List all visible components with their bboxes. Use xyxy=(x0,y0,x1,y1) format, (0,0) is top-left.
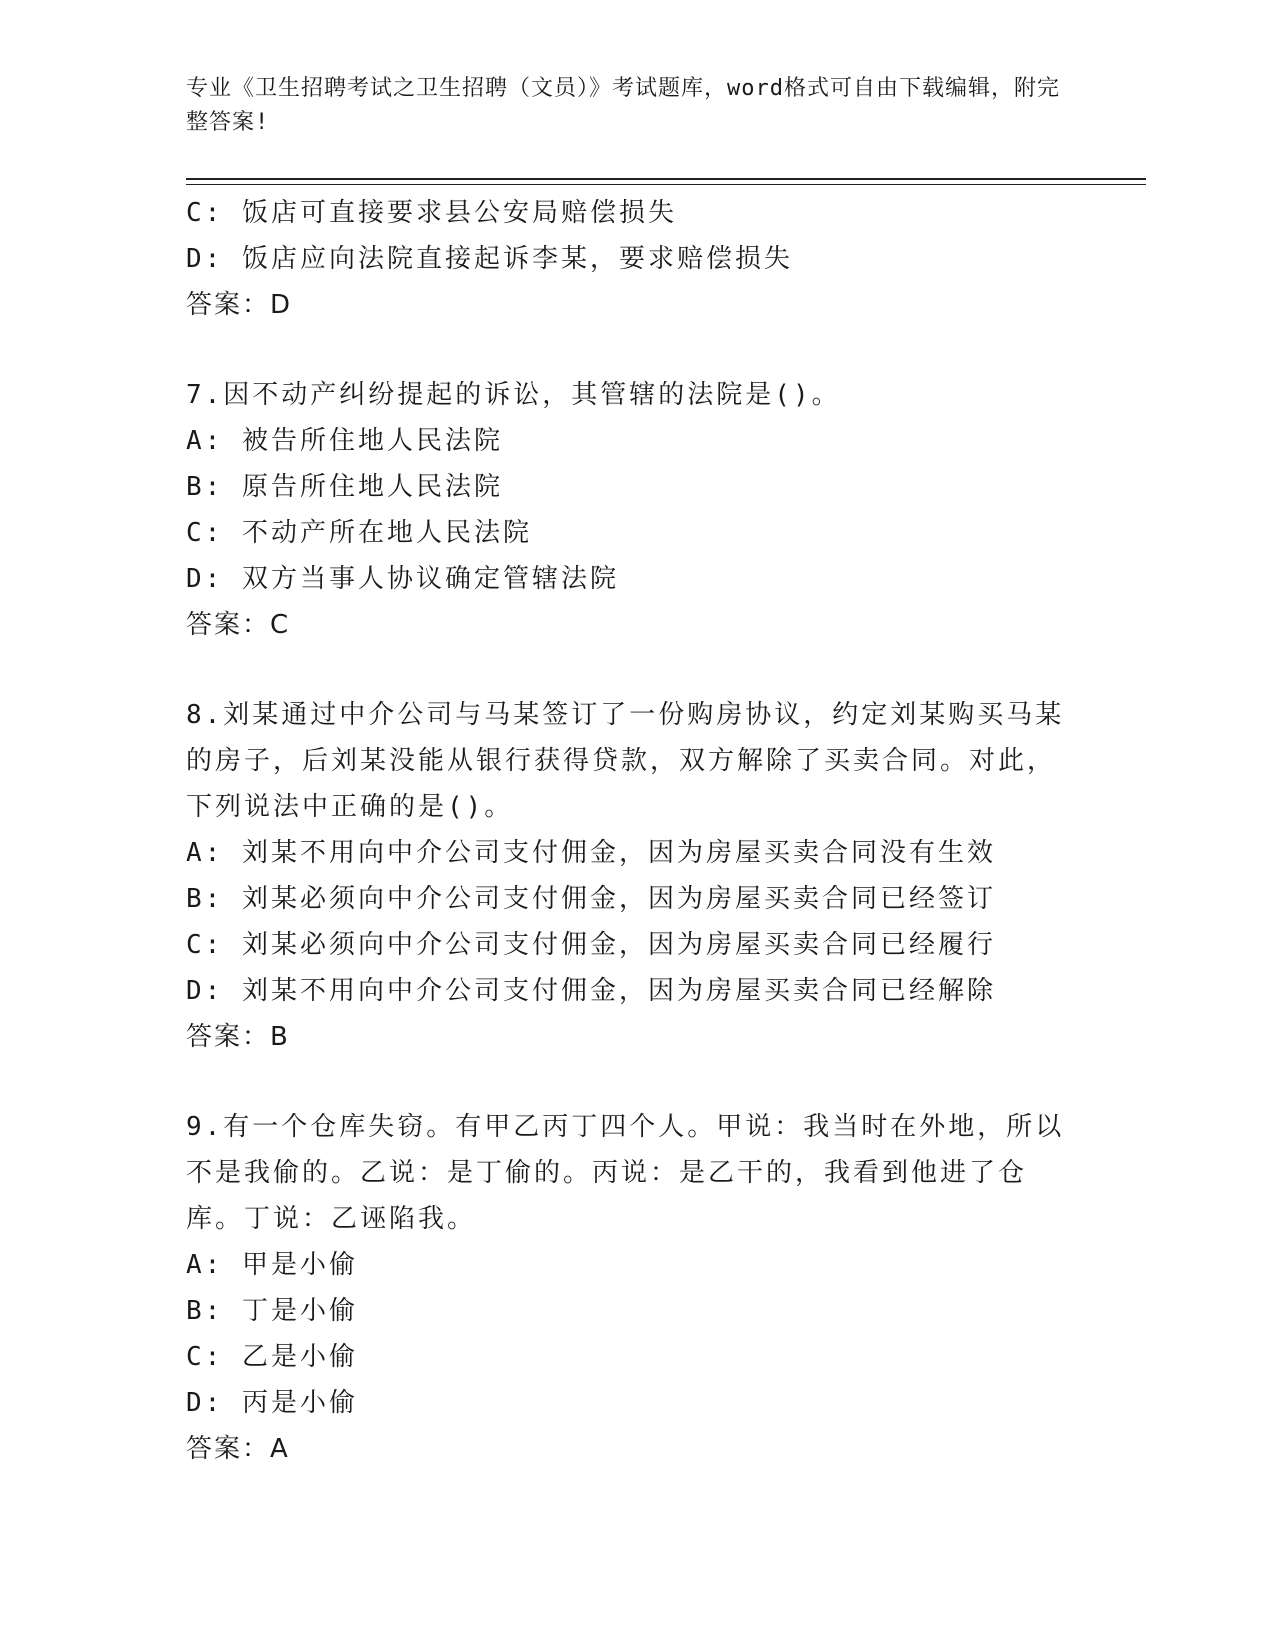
question-stem: 9.有一个仓库失窃。有甲乙丙丁四个人。甲说：我当时在外地，所以不是我偷的。乙说：是丁偷的。丙说：是乙干的，我看到他进了仓库。丁说：乙诬陷我。 xyxy=(186,1112,1065,1234)
option-c: C: 乙是小偷 xyxy=(186,1342,358,1372)
answer-line: 答案：A xyxy=(186,1434,290,1464)
option-c: C: 刘某必须向中介公司支付佣金，因为房屋买卖合同已经履行 xyxy=(186,930,996,960)
option-d: D: 饭店应向法院直接起诉李某，要求赔偿损失 xyxy=(186,244,793,274)
question-7 xyxy=(186,372,1066,648)
question-stem: 7.因不动产纠纷提起的诉讼，其管辖的法院是()。 xyxy=(186,380,841,410)
header-divider-thick xyxy=(186,178,1146,180)
option-d: D: 丙是小偷 xyxy=(186,1388,358,1418)
answer-line: 答案：C xyxy=(186,610,291,640)
document-body xyxy=(186,190,1066,1472)
option-d: D: 双方当事人协议确定管辖法院 xyxy=(186,564,619,594)
option-a: A: 刘某不用向中介公司支付佣金，因为房屋买卖合同没有生效 xyxy=(186,838,996,868)
option-b: B: 丁是小偷 xyxy=(186,1296,358,1326)
option-c: C: 饭店可直接要求县公安局赔偿损失 xyxy=(186,198,677,228)
option-b: B: 原告所住地人民法院 xyxy=(186,472,503,502)
option-d: D: 刘某不用向中介公司支付佣金，因为房屋买卖合同已经解除 xyxy=(186,976,996,1006)
answer-line: 答案：D xyxy=(186,290,293,320)
question-9 xyxy=(186,1104,1066,1472)
question-6-continuation xyxy=(186,190,1066,328)
option-b: B: 刘某必须向中介公司支付佣金，因为房屋买卖合同已经签订 xyxy=(186,884,996,914)
document-header: 专业《卫生招聘考试之卫生招聘（文员）》考试题库，word格式可自由下载编辑，附完整答案! xyxy=(186,76,1060,135)
header-divider-thin xyxy=(186,184,1146,185)
option-c: C: 不动产所在地人民法院 xyxy=(186,518,532,548)
question-8 xyxy=(186,692,1066,1060)
question-stem: 8.刘某通过中介公司与马某签订了一份购房协议，约定刘某购买马某的房子，后刘某没能从银行获得贷款，双方解除了买卖合同。对此，下列说法中正确的是()。 xyxy=(186,700,1065,822)
answer-line: 答案：B xyxy=(186,1022,290,1052)
option-a: A: 甲是小偷 xyxy=(186,1250,358,1280)
option-a: A: 被告所住地人民法院 xyxy=(186,426,503,456)
